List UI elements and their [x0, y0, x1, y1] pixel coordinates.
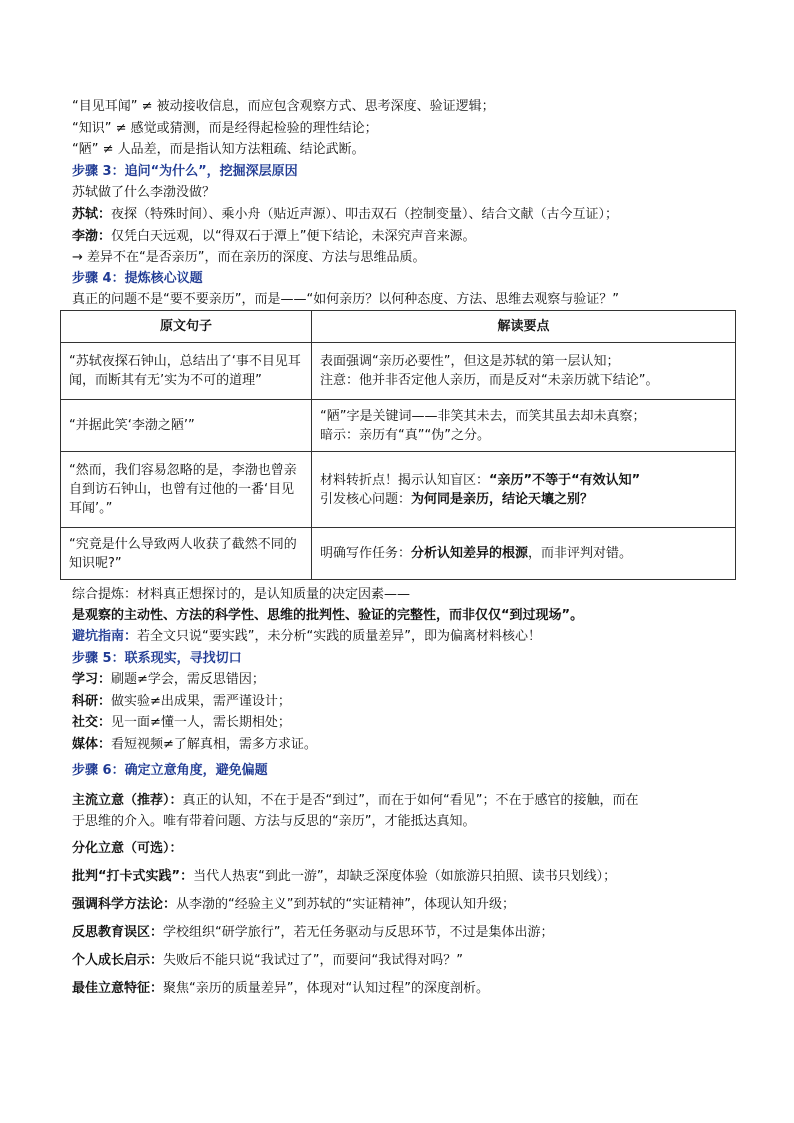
table-cell-analysis: [312, 528, 736, 580]
intro-line-2: “知识” ≠ 感觉或猜测，而是经得起检验的理性结论；: [72, 121, 378, 136]
step3-heading: 步骤 3：追问“为什么”，挖掘深层原因: [72, 164, 298, 179]
table-cell-quote: “然而，我们容易忽略的是，李渤也曾亲自到访石钟山，也曾有过他的一番‘目见耳闻’。”: [61, 452, 312, 528]
table-cell-quote: “苏轼夜探石钟山，总结出了‘事不目见耳闻，而断其有无’实为不可的道理”: [61, 343, 312, 400]
pitfall-label: 避坑指南：: [72, 629, 138, 644]
analysis-point: 暗示：亲历有“真”“伪”之分。: [320, 427, 490, 443]
table-cell-quote: “究竟是什么导致两人收获了截然不同的知识呢?”: [61, 528, 312, 580]
table-header-quote: 原文句子: [61, 311, 312, 343]
sub-thesis-label: 分化立意（可选）：: [72, 841, 183, 856]
intro-line-1: “目见耳闻” ≠ 被动接收信息，而应包含观察方式、思考深度、验证逻辑；: [72, 99, 495, 114]
analysis-point: “陋”字是关键词——非笑其未去，而笑其虽去却未真察；: [320, 408, 646, 424]
step4-heading: 步骤 4：提炼核心议题: [72, 271, 203, 286]
summary-line-1: 综合提炼：材料真正想探讨的，是认知质量的决定因素——: [72, 587, 411, 602]
sub-thesis-item: 反思教育误区：学校组织“研学旅行”，若无任务驱动与反思环节，不过是集体出游；: [72, 925, 554, 940]
table-row: [61, 400, 736, 452]
step5-item: 学习：刷题≠学会，需反思错因；: [72, 672, 265, 687]
analysis-table: [60, 310, 736, 580]
table-cell-analysis: [312, 343, 736, 400]
table-row: [61, 343, 736, 400]
analysis-point: 注意：他并非否定他人亲历，而是反对“未亲历就下结论”。: [320, 373, 659, 388]
table-row: [61, 528, 736, 580]
main-thesis-line-1: 主流立意（推荐）：真正的认知，不在于是否“到过”，而在于如何“看见”；不在于感官的接触，而在: [72, 793, 639, 808]
sub-thesis-item: 个人成长启示：失败后不能只说“我试过了”，而要问“我试得对吗？”: [72, 953, 463, 968]
pitfall-text: 若全文只说“要实践”，未分析“实践的质量差异”，即为偏离材料核心！: [137, 629, 541, 644]
pitfall-guide: [72, 628, 732, 646]
analysis-point: 材料转折点！揭示认知盲区：“亲历”不等于“有效认知”: [320, 472, 641, 488]
analysis-point: 表面强调“亲历必要性”，但这是苏轼的第一层认知；: [320, 354, 620, 369]
step3-li-line: [72, 228, 732, 246]
step5-item: 社交：见一面≠懂一人，需长期相处；: [72, 715, 291, 730]
step6-heading: 步骤 6：确定立意角度，避免偏题: [72, 763, 268, 778]
table-row: [61, 452, 736, 528]
analysis-point: 明确写作任务：分析认知差异的根源，而非评判对错。: [320, 546, 633, 561]
step5-item: 科研：做实验≠出成果，需严谨设计；: [72, 694, 291, 709]
su-text: 夜探（特殊时间）、乘小舟（贴近声源）、叩击双石（控制变量）、结合文献（古今互证）；: [111, 207, 619, 222]
sub-thesis-item: 强调科学方法论：从李渤的“经验主义”到苏轼的“实证精神”，体现认知升级；: [72, 897, 515, 912]
summary-line-2: 是观察的主动性、方法的科学性、思维的批判性、验证的完整性，而非仅仅“到过现场”。: [72, 608, 584, 623]
li-text: 仅凭白天远观，以“得双石于潭上”便下结论，未深究声音来源。: [111, 229, 476, 244]
main-thesis-line-2: 于思维的介入。唯有带着问题、方法与反思的“亲历”，才能抵达真知。: [72, 814, 476, 829]
step3-question: 苏轼做了什么李渤没做？: [72, 185, 216, 200]
main-thesis-label: 主流立意（推荐）：: [72, 793, 183, 808]
step3-su-line: [72, 206, 732, 224]
step3-conclusion: → 差异不在“是否亲历”，而在亲历的深度、方法与思维品质。: [72, 250, 426, 265]
step4-text: 真正的问题不是“要不要亲历”，而是——“如何亲历？以何种态度、方法、思维去观察与验证？”: [72, 292, 619, 307]
table-header-analysis: 解读要点: [312, 311, 736, 343]
table-cell-quote: “并据此笑‘李渤之陋’”: [61, 400, 312, 452]
sub-thesis-item: 批判“打卡式实践”：当代人热衷“到此一游”，却缺乏深度体验（如旅游只拍照、读书只划线）；: [72, 869, 617, 884]
analysis-point: 引发核心问题：为何同是亲历，结论天壤之别？: [320, 491, 594, 507]
li-label: 李渤：: [72, 229, 112, 244]
sub-thesis-item: 最佳立意特征：聚焦“亲历的质量差异”，体现对“认知过程”的深度剖析。: [72, 981, 489, 996]
intro-line-3: “陋” ≠ 人品差，而是指认知方法粗疏、结论武断。: [72, 142, 365, 157]
table-header-row: [61, 311, 736, 343]
table-cell-analysis: [312, 400, 736, 452]
su-label: 苏轼：: [72, 207, 112, 222]
step5-heading: 步骤 5：联系现实，寻找切口: [72, 651, 242, 666]
step5-item: 媒体：看短视频≠了解真相，需多方求证。: [72, 737, 317, 752]
table-cell-analysis: [312, 452, 736, 528]
